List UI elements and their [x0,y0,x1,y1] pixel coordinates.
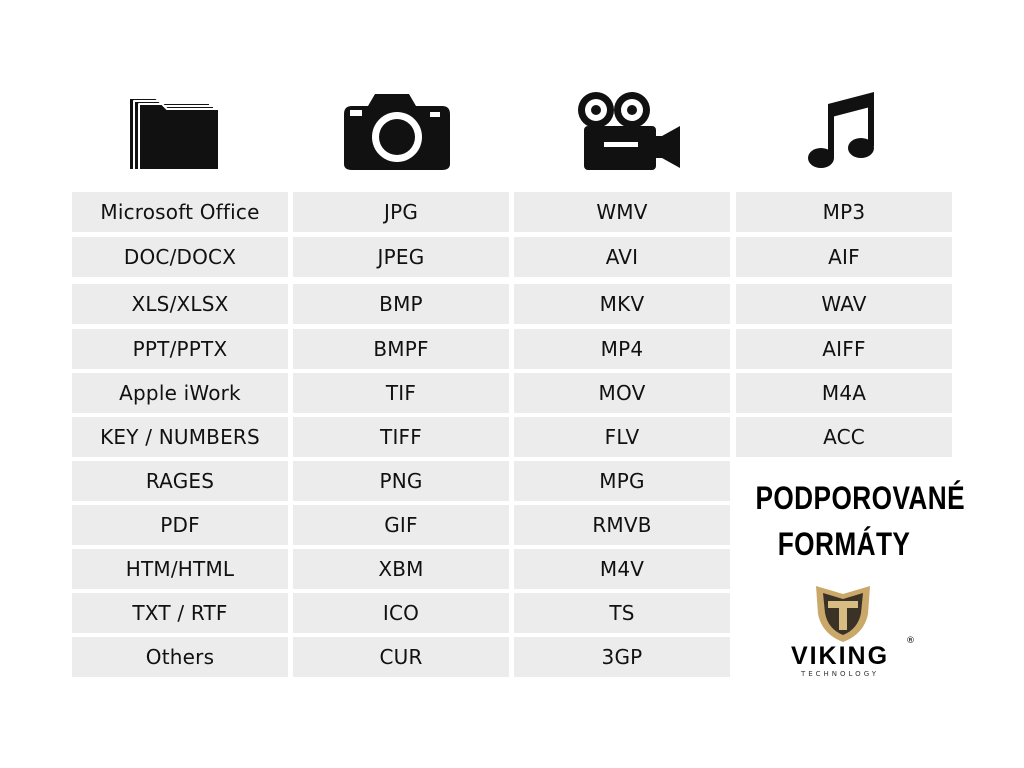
camera-icon [342,92,452,172]
format-cell: PDF [72,505,288,545]
format-cell: GIF [293,505,509,545]
format-cell: AIF [736,237,952,277]
format-cell: TIF [293,373,509,413]
format-cell: TXT / RTF [72,593,288,633]
format-cell: PNG [293,461,509,501]
format-cell: BMP [293,284,509,324]
page-title-line1: PODPOROVANÉ [755,480,966,516]
brand-name: VIKING [790,642,890,670]
format-cell: RMVB [514,505,730,545]
format-cell: MOV [514,373,730,413]
format-cell: Microsoft Office [72,192,288,232]
viking-shield-logo-icon [814,584,872,644]
folder-icon [126,90,222,172]
registered-mark: ® [906,636,915,646]
format-cell: DOC/DOCX [72,237,288,277]
format-cell: CUR [293,637,509,677]
format-cell: MP4 [514,329,730,369]
format-cell: KEY / NUMBERS [72,417,288,457]
format-cell: JPG [293,192,509,232]
format-cell: PPT/PPTX [72,329,288,369]
format-cell: AVI [514,237,730,277]
format-cell: XLS/XLSX [72,284,288,324]
film-camera-icon [574,90,684,172]
format-cell: RAGES [72,461,288,501]
format-cell: TS [514,593,730,633]
format-cell: 3GP [514,637,730,677]
format-cell: BMPF [293,329,509,369]
format-cell: FLV [514,417,730,457]
brand-subtitle: TECHNOLOGY [800,670,880,678]
format-cell: ACC [736,417,952,457]
format-cell: Others [72,637,288,677]
music-note-icon [806,90,878,170]
format-cell: JPEG [293,237,509,277]
format-cell: MP3 [736,192,952,232]
format-cell: MPG [514,461,730,501]
format-cell: MKV [514,284,730,324]
format-cell: HTM/HTML [72,549,288,589]
format-cell: M4V [514,549,730,589]
format-cell: Apple iWork [72,373,288,413]
format-cell: WMV [514,192,730,232]
page-title-line2: FORMÁTY [777,526,911,562]
format-cell: WAV [736,284,952,324]
format-cell: M4A [736,373,952,413]
format-cell: TIFF [293,417,509,457]
format-cell: ICO [293,593,509,633]
format-cell: AIFF [736,329,952,369]
format-cell: XBM [293,549,509,589]
